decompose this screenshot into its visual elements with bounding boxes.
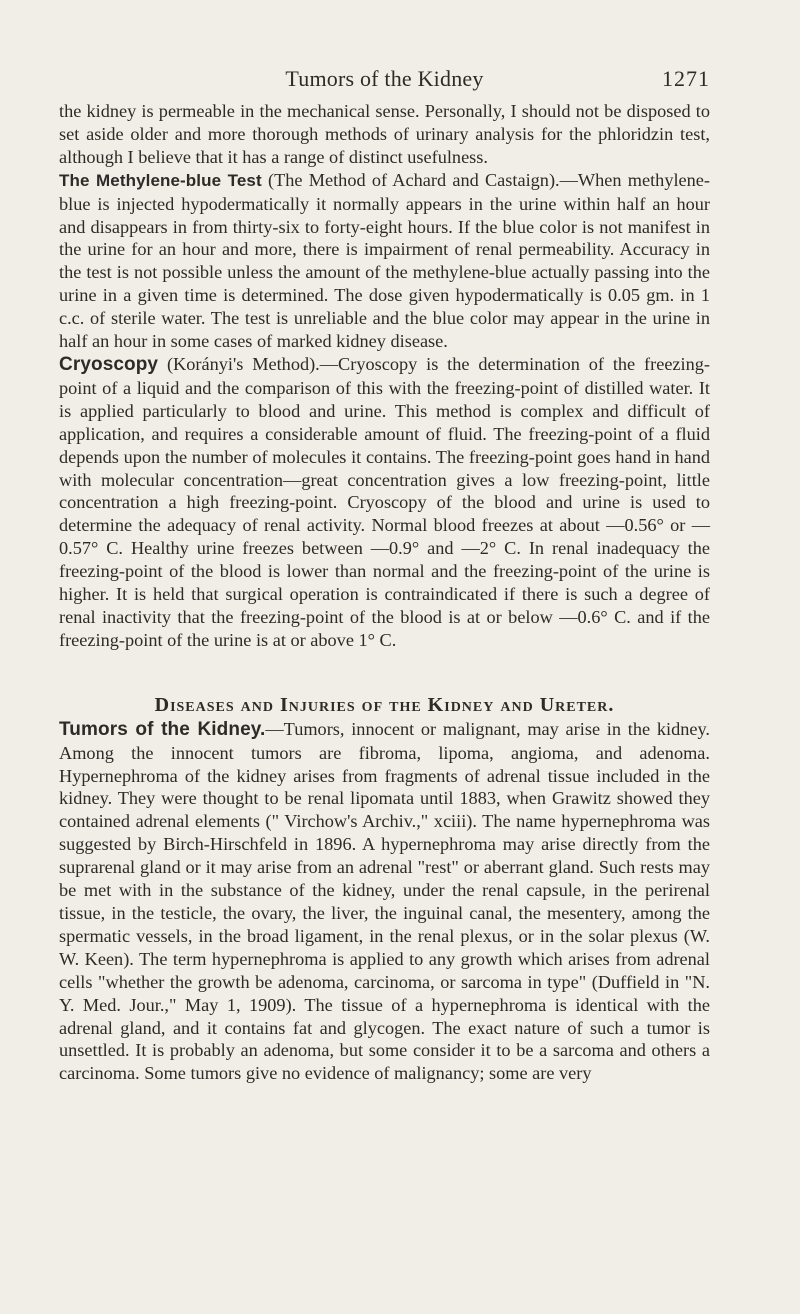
tumors-heading: Tumors of the Kidney. xyxy=(59,718,266,740)
running-title: Tumors of the Kidney xyxy=(285,66,484,91)
paragraph-text: (Korányi's Method).—Cryoscopy is the determination of the freezing-point of a liquid and the comparison of this with the freezing-point of distilled water. It is applied particularly to blood and urine. This method is complex and difficult of application, and requires a considerable amount of fluid. The freezing-point of a fluid depends upon the number of molecules it contains. The freezing-point goes hand in hand with molecular concentration—great concentration gives a low freezing-point, little concentration a high freezing-point. Cryoscopy of the blood and urine is used to determine the adequacy of renal activity. Normal blood freezes at about —0.56° or —0.57° C. Healthy urine freezes between —0.9° and —2° C. In renal inadequacy the freezing-point of the blood is lower than normal and the freezing-point of the urine is higher. It is held that surgical operation is contraindicated if there is such a degree of renal inactivity that the freezing-point of the blood is at or below —0.6° C. and if the freezing-point of the urine is at or above 1° C. xyxy=(59,353,710,650)
methylene-blue-heading: The Methylene-blue Test xyxy=(59,170,262,190)
page-number: 1271 xyxy=(662,66,710,91)
paragraph-phloridzin xyxy=(59,100,710,169)
paragraph-text: (The Method of Achard and Castaign).—When methylene-blue is injected hypodermatically it normally appears in the urine within half an hour and disappears in from thirty-six to forty-eight hours. If the blue color is not manifest in the urine for an hour and more, there is impairment of renal permeability. Accuracy in the test is not possible unless the amount of the methylene-blue actually passing into the urine in a given time is determined. The dose given hypodermatically is 0.05 gm. in 1 c.c. of sterile water. The test is unreliable and the blue color may appear in the urine in half an hour in some cases of marked kidney disease. xyxy=(59,169,710,352)
running-head xyxy=(59,66,710,100)
paragraph-text: —Tumors, innocent or malignant, may arise in the kidney. Among the innocent tumors are fibroma, lipoma, angioma, and adenoma. Hypernephroma of the kidney arises from fragments of adrenal tissue included in the kidney. They were thought to be renal lipomata until 1883, when Grawitz showed they contained adrenal elements (" Virchow's Archiv.," xciii). The name hypernephroma was suggested by Birch-Hirschfeld in 1896. A hypernephroma may arise directly from the suprarenal gland or it may arise from an adrenal "rest" or aberrant gland. Such rests may be met with in the substance of the kidney, under the renal capsule, in the perirenal tissue, in the testicle, the ovary, the liver, the inguinal canal, the mesentery, among the spermatic vessels, in the broad ligament, in the renal plexus, or in the solar plexus (W. W. Keen). The term hypernephroma is applied to any growth which arises from adrenal cells "whether the growth be adenoma, carcinoma, or sarcoma in type" (Duffield in "N. Y. Med. Jour.," May 1, 1909). The tissue of a hypernephroma is identical with the adrenal gland, and it contains fat and glycogen. The exact nature of such a tumor is unsettled. It is probably an adenoma, but some consider it to be a sarcoma and others a carcinoma. Some tumors give no evidence of malignancy; some are very xyxy=(59,718,710,1084)
section-title: Diseases and Injuries of the Kidney and Ureter. xyxy=(154,693,615,716)
paragraph-tumors xyxy=(59,718,710,1086)
cryoscopy-heading: Cryoscopy xyxy=(59,353,159,375)
paragraph-methylene-blue xyxy=(59,169,710,353)
paragraph-cryoscopy xyxy=(59,353,710,652)
paragraph-text: the kidney is permeable in the mechanical sense. Personally, I should not be disposed to set aside older and more thorough methods of urinary analysis for the phloridzin test, although I believe that it has a range of distinct usefulness. xyxy=(59,101,710,167)
